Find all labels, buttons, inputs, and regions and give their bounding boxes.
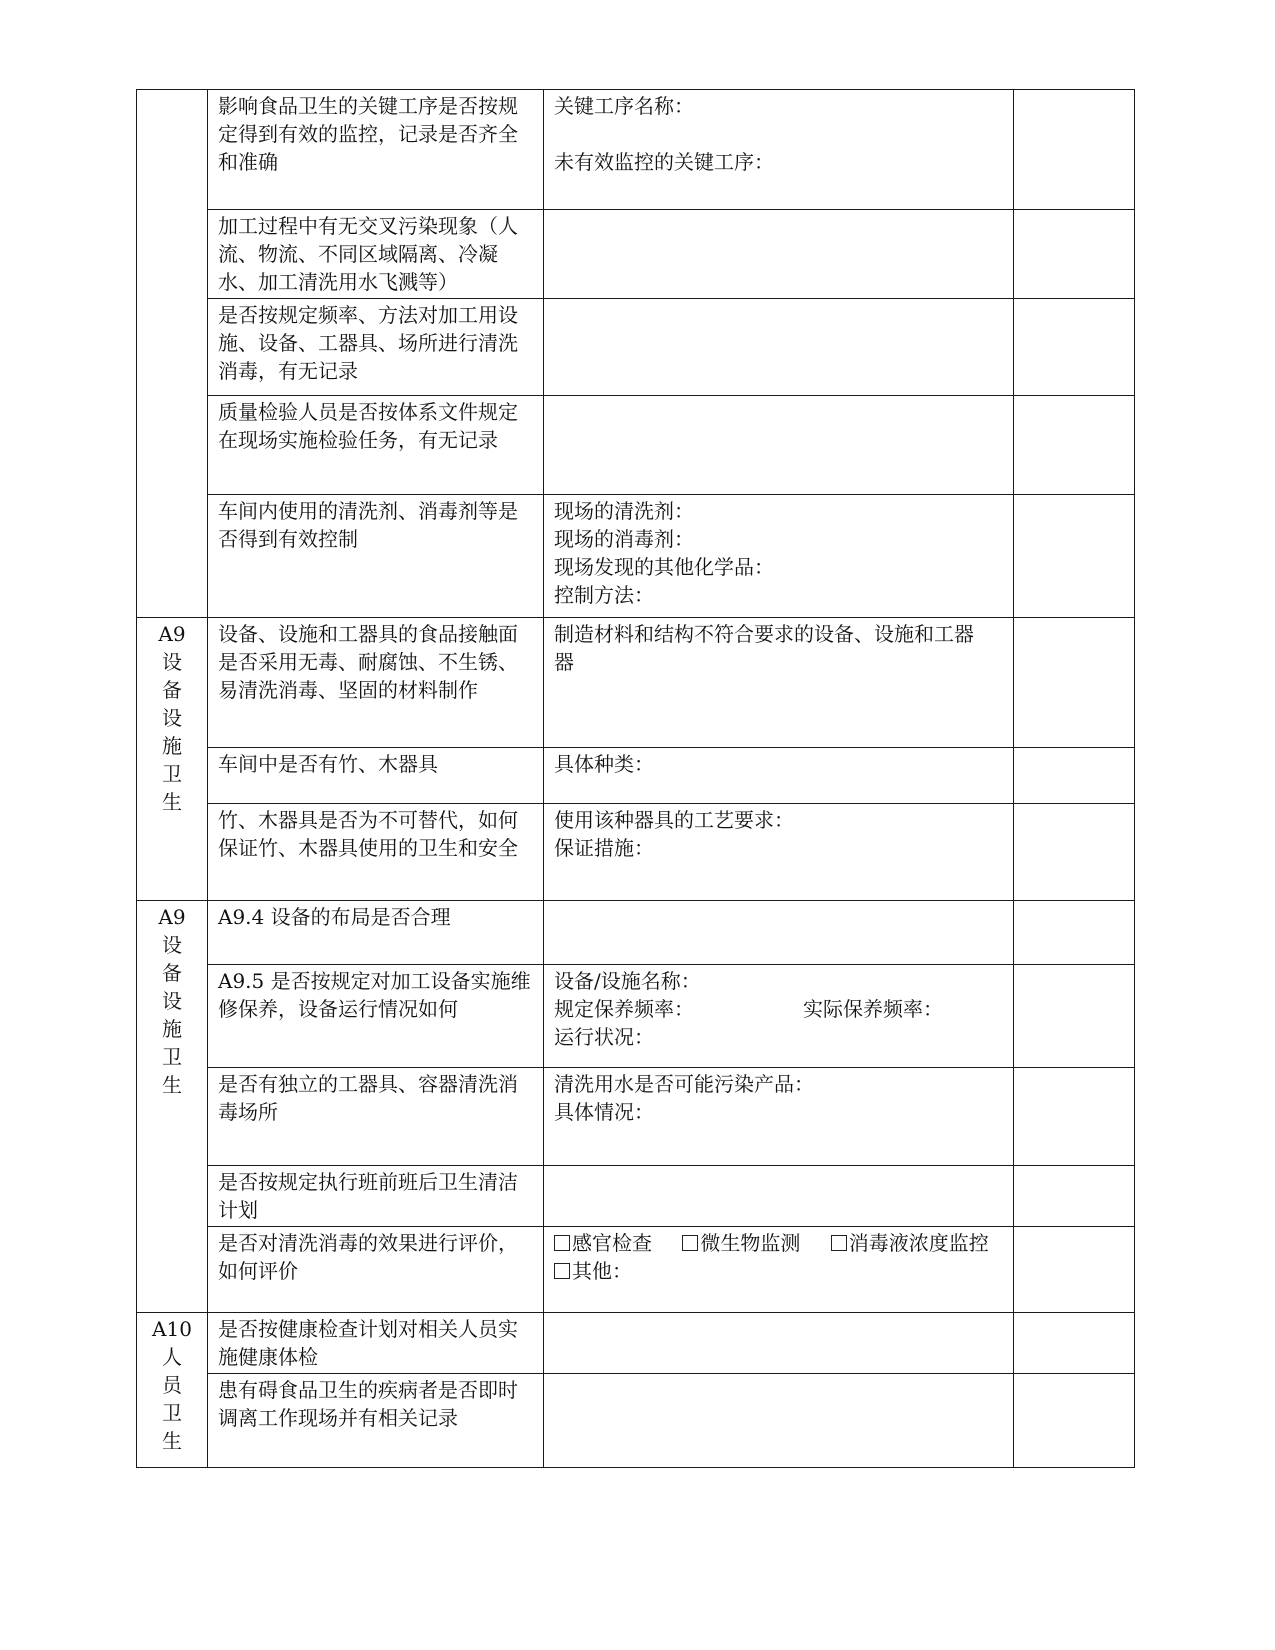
result-cell[interactable]	[1014, 804, 1135, 901]
checkbox-other[interactable]	[554, 1263, 570, 1279]
table-row	[137, 299, 1135, 396]
record-cell[interactable]	[544, 1313, 1014, 1374]
table-row	[137, 618, 1135, 748]
check-item: 车间内使用的清洗剂、消毒剂等是否得到有效控制	[208, 495, 544, 618]
record-cell[interactable]: 具体种类：	[544, 748, 1014, 804]
record-cell[interactable]: 现场的清洗剂： 现场的消毒剂： 现场发现的其他化学品： 控制方法：	[544, 495, 1014, 618]
record-cell[interactable]: 感官检查 微生物监测 消毒液浓度监控 其他：	[544, 1227, 1014, 1313]
checkbox-sensory[interactable]	[554, 1235, 570, 1251]
result-cell[interactable]	[1014, 299, 1135, 396]
result-cell[interactable]	[1014, 210, 1135, 299]
result-cell[interactable]	[1014, 748, 1135, 804]
result-cell[interactable]	[1014, 618, 1135, 748]
record-cell[interactable]	[544, 396, 1014, 495]
check-item: 设备、设施和工器具的食品接触面是否采用无毒、耐腐蚀、不生锈、易清洗消毒、坚固的材料制作	[208, 618, 544, 748]
section-cell-empty	[137, 90, 208, 618]
table-row	[137, 1374, 1135, 1468]
check-item: 影响食品卫生的关键工序是否按规定得到有效的监控，记录是否齐全和准确	[208, 90, 544, 210]
record-cell[interactable]: 使用该种器具的工艺要求： 保证措施：	[544, 804, 1014, 901]
result-cell[interactable]	[1014, 965, 1135, 1068]
check-item: 是否对清洗消毒的效果进行评价，如何评价	[208, 1227, 544, 1313]
inspection-checklist-table	[136, 89, 1135, 1468]
check-item: 是否按健康检查计划对相关人员实施健康体检	[208, 1313, 544, 1374]
record-cell[interactable]: 清洗用水是否可能污染产品： 具体情况：	[544, 1068, 1014, 1166]
table-row	[137, 901, 1135, 965]
table-row	[137, 396, 1135, 495]
check-item: 患有碍食品卫生的疾病者是否即时调离工作现场并有相关记录	[208, 1374, 544, 1468]
table-row	[137, 965, 1135, 1068]
result-cell[interactable]	[1014, 1068, 1135, 1166]
result-cell[interactable]	[1014, 1227, 1135, 1313]
table-row	[137, 1227, 1135, 1313]
result-cell[interactable]	[1014, 1374, 1135, 1468]
record-cell[interactable]	[544, 1166, 1014, 1227]
check-item: 是否按规定执行班前班后卫生清洁计划	[208, 1166, 544, 1227]
table-row	[137, 90, 1135, 210]
checkbox-disinfectant-concentration[interactable]	[831, 1235, 847, 1251]
table-row	[137, 495, 1135, 618]
result-cell[interactable]	[1014, 1166, 1135, 1227]
section-label-a10: A10 人 员 卫 生	[137, 1313, 208, 1468]
check-item: 质量检验人员是否按体系文件规定在现场实施检验任务，有无记录	[208, 396, 544, 495]
check-item: 是否按规定频率、方法对加工用设施、设备、工器具、场所进行清洗消毒，有无记录	[208, 299, 544, 396]
record-cell[interactable]	[544, 1374, 1014, 1468]
result-cell[interactable]	[1014, 396, 1135, 495]
checkbox-microbial[interactable]	[682, 1235, 698, 1251]
table-row	[137, 1313, 1135, 1374]
table-row	[137, 210, 1135, 299]
record-cell[interactable]: 制造材料和结构不符合要求的设备、设施和工器 器	[544, 618, 1014, 748]
result-cell[interactable]	[1014, 1313, 1135, 1374]
check-item: A9.4 设备的布局是否合理	[208, 901, 544, 965]
check-item: 竹、木器具是否为不可替代，如何保证竹、木器具使用的卫生和安全	[208, 804, 544, 901]
record-cell[interactable]	[544, 210, 1014, 299]
table-row	[137, 1068, 1135, 1166]
record-cell[interactable]: 设备/设施名称： 规定保养频率： 实际保养频率： 运行状况：	[544, 965, 1014, 1068]
table-row	[137, 804, 1135, 901]
record-cell[interactable]	[544, 901, 1014, 965]
check-item: 车间中是否有竹、木器具	[208, 748, 544, 804]
result-cell[interactable]	[1014, 90, 1135, 210]
result-cell[interactable]	[1014, 495, 1135, 618]
section-label-a9: A9 设 备 设 施 卫 生	[137, 618, 208, 901]
record-cell[interactable]	[544, 299, 1014, 396]
table-row	[137, 1166, 1135, 1227]
section-label-a9: A9 设 备 设 施 卫 生	[137, 901, 208, 1313]
table-row	[137, 748, 1135, 804]
check-item: A9.5 是否按规定对加工设备实施维修保养，设备运行情况如何	[208, 965, 544, 1068]
record-cell[interactable]: 关键工序名称： 未有效监控的关键工序：	[544, 90, 1014, 210]
check-item: 是否有独立的工器具、容器清洗消毒场所	[208, 1068, 544, 1166]
result-cell[interactable]	[1014, 901, 1135, 965]
check-item: 加工过程中有无交叉污染现象（人流、物流、不同区域隔离、冷凝水、加工清洗用水飞溅等）	[208, 210, 544, 299]
